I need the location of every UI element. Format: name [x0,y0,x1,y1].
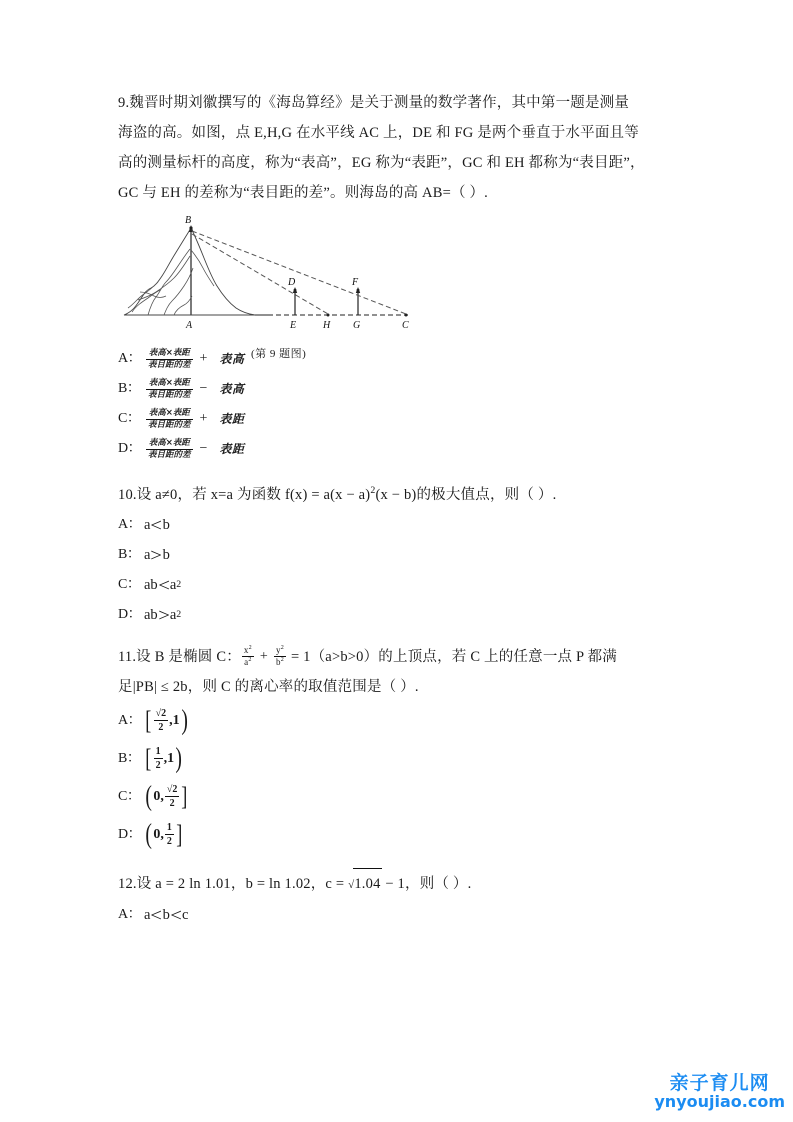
option-9-D-denominator: 表目距的差 [148,449,191,460]
option-11-A-left-fraction [154,708,169,733]
option-9-C-fraction [145,409,194,430]
question-11 [118,642,684,854]
option-12-A-body [144,900,188,930]
point-D-dot [294,289,297,292]
option-10-D[interactable] [118,600,684,630]
page-content [118,88,684,934]
option-9-B-numerator: 表高×表距 [146,379,193,390]
label-E: E [290,320,297,331]
option-10-A-right: b [162,516,170,533]
option-9-B-fraction [145,379,194,400]
question-11-mid: （a>b>0）的上顶点，若 C 上的任意一点 P 都满 [310,648,617,665]
question-9-options [118,344,684,464]
option-11-D-right-fraction [165,822,174,847]
option-9-C-operator: + [199,411,208,426]
option-12-A-relation-1: < [150,904,163,925]
option-9-D-fraction [145,439,194,460]
option-11-C-right-num: √2 [165,784,180,797]
option-11-D-right-den: 2 [166,836,172,848]
option-10-C-exponent: 2 [176,578,182,590]
option-11-B-close-bracket: ) [175,743,183,775]
option-10-D-exponent: 2 [176,608,182,620]
option-11-D-label: D： [118,826,142,842]
label-A: A [186,320,193,331]
option-11-D[interactable] [118,816,684,854]
figure-caption: (第 9 题图) [251,348,307,360]
formula-paren-2: (x − b) [375,486,417,503]
option-11-A-open-bracket: [ [145,706,152,736]
option-10-B-relation: > [150,544,163,565]
option-11-A-right-value: 1 [172,712,180,728]
option-9-A-body [144,344,244,374]
option-10-C-label: C： [118,576,141,592]
option-9-B-operator: − [199,381,208,396]
option-9-A-numerator: 表高×表距 [146,349,193,360]
question-9 [118,88,684,464]
sqrt-icon: √ [348,878,355,891]
question-10 [118,476,684,630]
question-11-options [118,702,684,854]
option-11-C-close-bracket: ] [181,782,188,812]
option-11-A-label: A： [118,712,142,728]
option-9-D-label: D： [118,441,142,456]
label-D: D [288,277,296,288]
watermark-domain: ynyoujiao.com [654,1092,785,1111]
option-11-D-interval [144,820,184,850]
option-11-D-comma: , [160,826,164,842]
option-11-C-right-den: 2 [169,798,175,810]
option-9-D-body [144,434,244,464]
option-9-B-label: B： [118,381,141,396]
label-C: C [402,320,409,331]
option-9-C-label: C： [118,411,141,426]
option-10-C[interactable] [118,570,684,600]
label-F: F [352,277,359,288]
mountain-ridge-7 [174,296,192,315]
mountain-ridge-3 [128,282,158,308]
label-H: H [323,320,331,331]
option-12-A-mid: b [162,906,170,923]
option-11-C-label: C： [118,788,141,804]
point-B-dot [189,226,192,229]
option-10-D-left: ab [144,606,158,623]
question-11-line-1 [118,642,684,672]
question-9-line-2: 海盗的高。如图，点 E,H,G 在水平线 AC 上，DE 和 FG 是两个垂直于水平面且等 [118,125,639,141]
label-B: B [185,215,192,226]
option-9-A-term: 表高 [219,352,245,366]
option-9-A-label: A： [118,351,142,366]
ellipse-y-numerator: $y^2$ [275,645,284,656]
mountain-ridge-5 [164,268,193,315]
question-9-line-3: 高的测量标杆的高度，称为“表高”，EG 称为“表距”，GC 和 EH 都称为“表目距”， [118,155,645,171]
option-12-A[interactable] [118,900,684,930]
option-10-A-relation: < [150,514,163,535]
question-9-line-4: GC 与 EH 的差称为“表目距的差”。则海岛的高 AB=（ ）. [118,185,489,201]
question-12-radicand: 1.04 [353,868,381,899]
formula-equals: = a [311,486,331,503]
island-measurement-diagram [118,212,448,342]
option-9-B-body [144,374,244,404]
ellipse-a-denominator: $a^2$ [244,657,252,668]
question-11-prefix: 11.设 B 是椭圆 C： [118,648,241,665]
option-11-B-open-bracket: [ [145,744,152,774]
point-C-dot [405,314,408,317]
formula-paren-1: (x − a) [330,486,371,503]
option-10-A-left: a [144,516,151,533]
option-11-D-right-num: 1 [165,822,174,835]
option-11-B[interactable] [118,740,684,778]
option-10-A-label: A： [118,516,142,532]
question-12-prefix: 12.设 a = 2 ln 1.01，b = ln 1.02，c = [118,875,349,892]
question-10-options [118,510,684,630]
option-11-C-interval [144,782,189,812]
option-12-A-relation-2: < [170,904,182,925]
question-12-options [118,900,684,930]
option-11-A-comma: , [169,712,173,728]
option-12-A-left: a [144,906,151,923]
option-11-C[interactable] [118,778,684,816]
option-10-A-body [144,510,170,540]
option-11-A-interval [144,706,189,736]
formula-f: f(x) [284,486,312,503]
option-10-C-right: a [169,576,177,593]
option-11-B-right-value: 1 [167,750,175,766]
option-9-A-fraction [145,349,194,370]
option-10-B-right: b [162,546,170,563]
question-12-stem [118,868,684,900]
option-11-C-left-value: 0 [153,788,161,804]
option-9-C[interactable] [118,404,684,434]
option-9-D-term: 表距 [219,442,245,456]
option-9-D-numerator: 表高×表距 [146,439,193,450]
option-9-C-denominator: 表目距的差 [148,419,191,430]
option-9-B[interactable] [118,374,684,404]
option-10-A[interactable] [118,510,684,540]
mountain-outline [124,228,255,315]
point-H-dot [327,314,330,317]
option-9-A-operator: + [199,351,208,366]
option-11-B-interval [144,744,184,774]
option-11-B-left-den: 2 [155,760,161,772]
option-9-C-term: 表距 [219,412,245,426]
question-12-suffix: − 1，则（ ）. [385,875,472,892]
option-9-C-numerator: 表高×表距 [146,409,193,420]
option-11-C-right-fraction [165,784,180,809]
option-10-D-right: a [169,606,177,623]
question-10-stem [118,476,684,510]
option-10-C-relation: < [157,574,170,595]
option-10-B-label: B： [118,546,141,562]
option-11-A-close-bracket: ) [181,705,188,737]
site-watermark [654,1074,785,1110]
option-11-B-comma: , [163,750,168,766]
question-10-prefix: 10.设 a≠0，若 x=a 为函数 [118,486,285,503]
ellipse-x-numerator: $x^2$ [243,645,252,656]
option-12-A-right: c [182,906,189,923]
option-9-B-term: 表高 [219,382,245,396]
question-12 [118,868,684,930]
label-G: G [353,320,361,331]
option-11-A-left-num: √2 [154,708,169,721]
point-F-dot [357,289,360,292]
question-10-formula [285,487,417,503]
question-10-suffix: 的极大值点，则（ ）. [416,486,557,503]
ellipse-plus: + [259,648,268,664]
option-10-C-left: ab [144,576,158,593]
option-11-C-comma: , [160,788,164,804]
option-10-B-body [144,540,170,570]
option-11-A-left-den: 2 [158,722,164,734]
ellipse-term-x [242,645,254,668]
ellipse-equals: = 1 [290,648,311,665]
option-11-C-open-bracket: ( [145,781,152,813]
option-12-A-label: A： [118,906,142,922]
option-11-D-close-bracket: ] [176,820,183,850]
question-9-line-1: 9.魏晋时期刘徽撰写的《海岛算经》是关于测量的数学著作，其中第一题是测量 [118,95,630,111]
option-11-B-left-num: 1 [154,746,163,759]
ellipse-b-denominator: $b^2$ [275,657,284,668]
sightline-B-D-H [192,234,328,314]
option-9-B-denominator: 表目距的差 [148,389,191,400]
ellipse-term-y [274,645,286,668]
option-10-D-body [144,600,181,630]
option-9-D[interactable] [118,434,684,464]
option-9-D-operator: − [199,441,208,456]
option-10-B[interactable] [118,540,684,570]
option-10-D-relation: > [157,604,170,625]
question-11-line-2: 足|PB| ≤ 2b，则 C 的离心率的取值范围是（ ）. [118,678,419,695]
option-9-A-denominator: 表目距的差 [148,359,191,370]
option-11-A[interactable] [118,702,684,740]
option-11-B-left-fraction [154,746,163,771]
option-11-D-open-bracket: ( [145,819,152,851]
formula-exponent: 2 [370,485,376,496]
sightline-B-F-C [192,231,406,314]
option-11-D-left-value: 0 [153,826,161,842]
watermark-chinese: 亲子育儿网 [669,1072,770,1094]
option-9-C-body [144,404,244,434]
mountain-ridge-2 [138,256,190,300]
option-10-B-left: a [144,546,151,563]
option-11-B-label: B： [118,750,141,766]
option-10-C-body [144,570,181,600]
option-10-D-label: D： [118,606,142,622]
